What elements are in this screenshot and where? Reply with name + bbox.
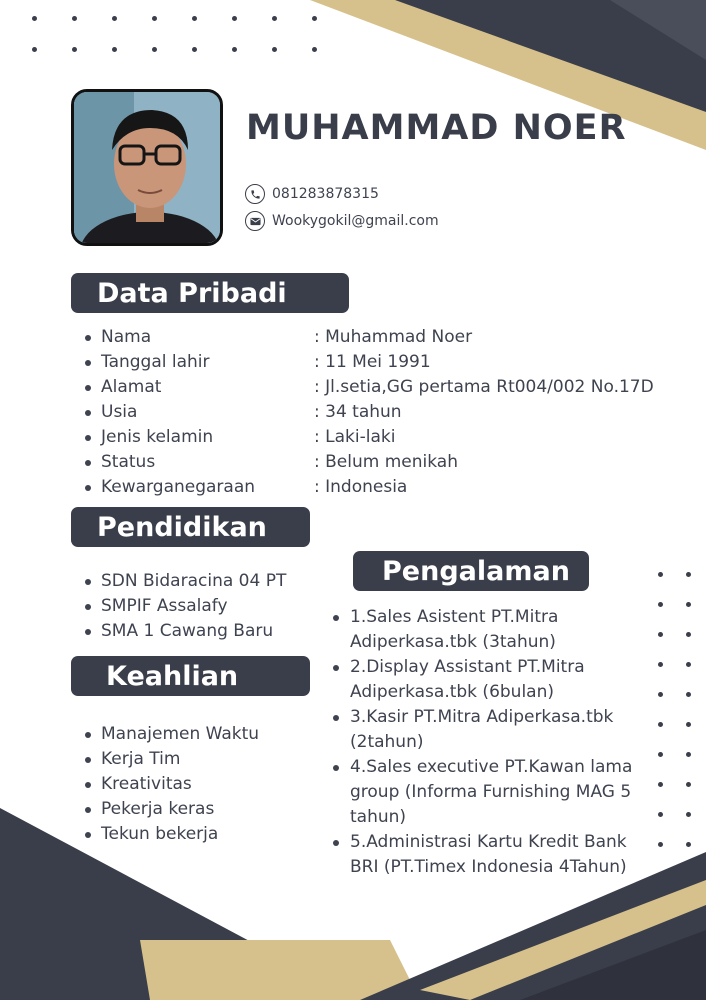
section-heading-education: Pendidikan <box>71 507 310 547</box>
personal-label: Jenis kelamin <box>101 427 214 447</box>
personal-row <box>85 475 654 500</box>
skill-item: Tekun bekerja <box>85 822 259 847</box>
skill-item: Pekerja keras <box>85 797 259 822</box>
profile-photo <box>71 89 223 246</box>
personal-label: Alamat <box>101 377 162 397</box>
section-heading-skills: Keahlian <box>71 656 310 696</box>
experience-item: 3.Kasir PT.Mitra Adiperkasa.tbk (2tahun) <box>333 705 653 755</box>
personal-row <box>85 400 654 425</box>
personal-label: Tanggal lahir <box>101 352 210 372</box>
personal-value: : Jl.setia,GG pertama Rt004/002 No.17D <box>314 377 654 397</box>
personal-label: Nama <box>101 327 152 347</box>
personal-label: Status <box>101 452 156 472</box>
experience-item: 1.Sales Asistent PT.Mitra Adiperkasa.tbk (3tahun) <box>333 605 653 655</box>
phone-number: 081283878315 <box>272 186 379 202</box>
personal-row <box>85 350 654 375</box>
education-item: SMA 1 Cawang Baru <box>85 619 286 644</box>
phone-contact <box>245 184 379 204</box>
personal-value: : Indonesia <box>314 477 408 497</box>
personal-row <box>85 450 654 475</box>
education-item: SDN Bidaracina 04 PT <box>85 569 286 594</box>
experience-item: 2.Display Assistant PT.Mitra Adiperkasa.tbk (6bulan) <box>333 655 653 705</box>
personal-row <box>85 425 654 450</box>
personal-value: : 34 tahun <box>314 402 402 422</box>
envelope-icon <box>245 211 265 231</box>
bottom-gold-band <box>140 940 420 1000</box>
experience-item: 4.Sales executive PT.Kawan lama group (Informa Furnishing MAG 5 tahun) <box>333 755 653 830</box>
education-list <box>85 569 286 644</box>
personal-row <box>85 375 654 400</box>
skills-list <box>85 722 259 847</box>
portrait-illustration <box>74 92 220 243</box>
email-contact <box>245 211 439 231</box>
personal-value: : 11 Mei 1991 <box>314 352 431 372</box>
personal-label: Kewarganegaraan <box>101 477 256 497</box>
experience-item: 5.Administrasi Kartu Kredit Bank BRI (PT.Timex Indonesia 4Tahun) <box>333 830 653 880</box>
personal-row <box>85 325 654 350</box>
skill-item: Kerja Tim <box>85 747 259 772</box>
full-name-heading: MUHAMMAD NOER <box>246 108 627 148</box>
personal-data-list <box>85 325 654 500</box>
personal-label: Usia <box>101 402 138 422</box>
personal-value: : Belum menikah <box>314 452 458 472</box>
email-address: Wookygokil@gmail.com <box>272 213 439 229</box>
skill-item: Kreativitas <box>85 772 259 797</box>
skill-item: Manajemen Waktu <box>85 722 259 747</box>
section-heading-experience: Pengalaman <box>353 551 589 591</box>
phone-icon <box>245 184 265 204</box>
personal-value: : Muhammad Noer <box>314 327 473 347</box>
education-item: SMPIF Assalafy <box>85 594 286 619</box>
section-heading-personal: Data Pribadi <box>71 273 349 313</box>
personal-value: : Laki-laki <box>314 427 396 447</box>
experience-list <box>333 605 653 880</box>
